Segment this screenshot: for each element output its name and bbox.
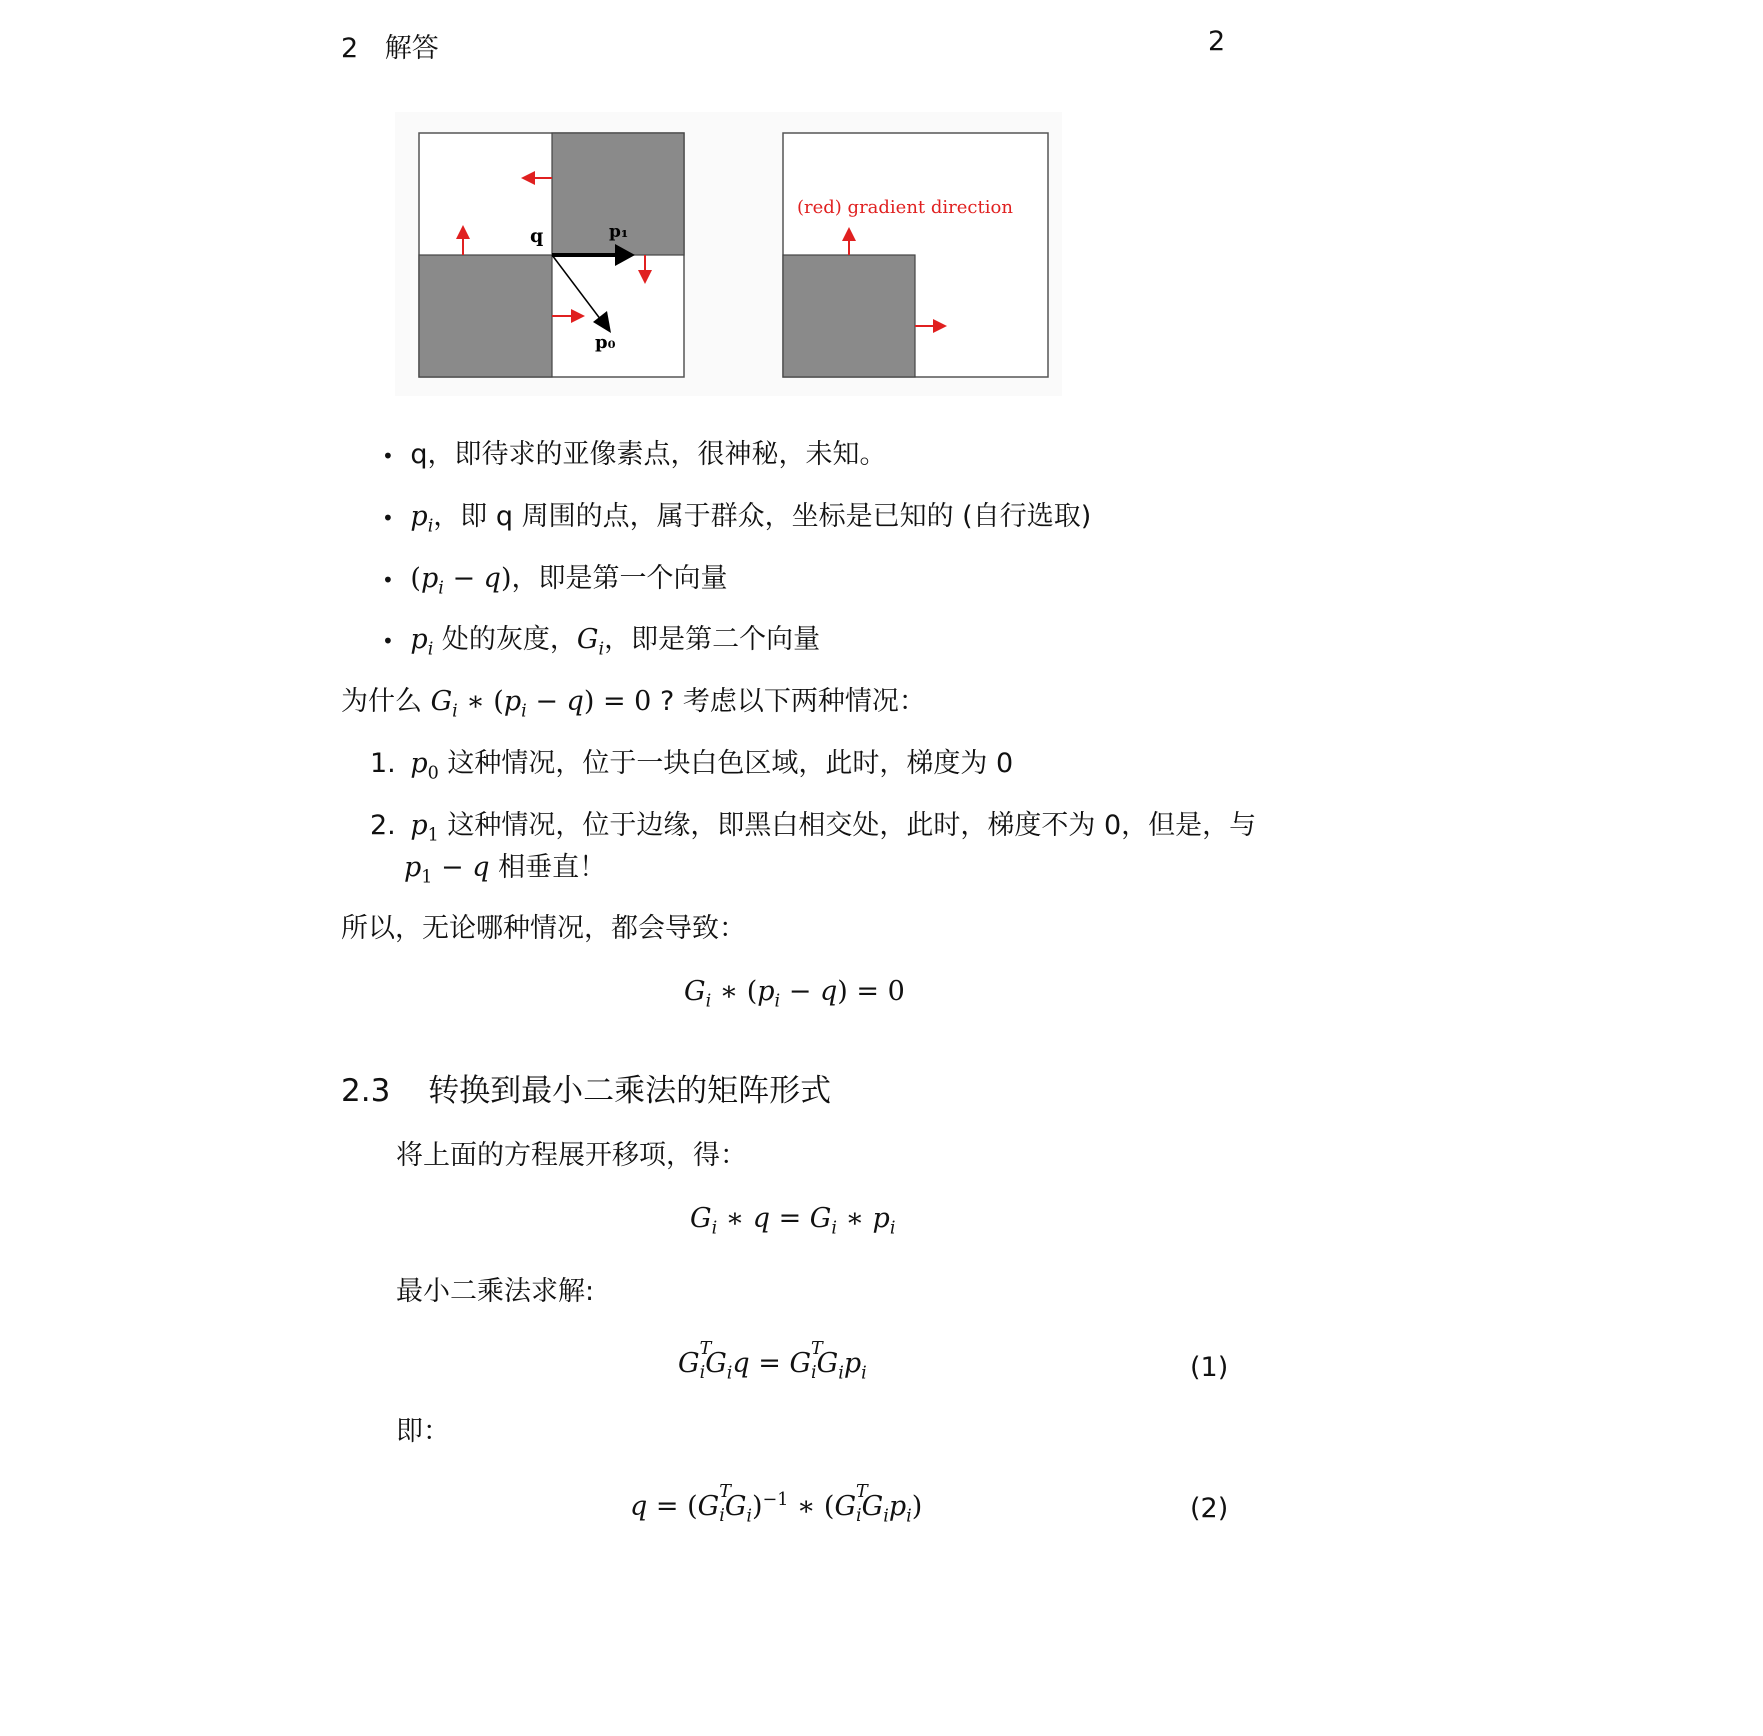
math-p1-minus-q: $p_1 - q$ — [404, 852, 490, 888]
bullet-text-b: ，即是第二个向量 — [604, 624, 821, 655]
section-heading — [341, 1065, 831, 1110]
gradient-figure-svg — [395, 112, 1062, 396]
gray-square-right — [783, 255, 915, 377]
case-text: 这种情况，位于一块白色区域，此时，梯度为 0 — [447, 748, 1014, 779]
math-p0: $p_0$ — [410, 748, 439, 784]
bullet-text: ，即 q 周围的点，属于群众，坐标是已知的 (自行选取) — [433, 501, 1092, 532]
page-number: 2 — [1208, 26, 1226, 57]
case-text: 这种情况，位于边缘，即黑白相交处，此时，梯度不为 0，但是，与 — [447, 810, 1257, 841]
bullet-dot: • — [382, 629, 394, 653]
bullet-dot: • — [382, 568, 394, 592]
gradient-figure — [395, 112, 1062, 396]
math-pi-minus-q: $(p_i - q)$ — [410, 563, 512, 599]
bullet-dot: • — [382, 444, 394, 468]
bullet-dot: • — [382, 506, 394, 530]
math-pi: $p_i$ — [410, 624, 434, 660]
why-suffix: ? 考虑以下两种情况： — [659, 686, 926, 717]
section-number: 2.3 — [341, 1073, 391, 1109]
running-header-section: 2 解答 — [341, 33, 439, 64]
bullet-text: q，即待求的亚像素点，很神秘，未知。 — [410, 439, 887, 470]
bullet-item-q — [382, 432, 887, 471]
bullet-text-a: 处的灰度， — [441, 624, 577, 655]
label-p0: p₀ — [595, 332, 616, 353]
equation-orthogonality: $G_i$ ∗ $(p_i - q) = 0$ — [684, 976, 905, 1012]
case-item-1 — [370, 741, 1013, 783]
case-item-2 — [370, 803, 1256, 845]
case-item-2-continued — [404, 845, 606, 887]
equation-1: G $_{T i}G_iq = G$ $_{T i}G_ip_i$ — [678, 1339, 867, 1384]
case-text-2: 相垂直！ — [498, 852, 607, 883]
section-title: 转换到最小二乘法的矩阵形式 — [428, 1073, 832, 1109]
bullet-item-pi — [382, 494, 1091, 536]
label-q: q — [530, 225, 544, 247]
bullet-text: ，即是第一个向量 — [511, 563, 728, 594]
case-number: 1. — [370, 748, 396, 779]
case-number: 2. — [370, 810, 396, 841]
expand-line: 将上面的方程展开移项，得： — [396, 1140, 747, 1171]
equation-2-number: (2) — [1190, 1493, 1229, 1524]
label-p1: p₁ — [609, 222, 629, 242]
equation-expanded: $G_i$ ∗ $q = G_i$ ∗ $p_i$ — [690, 1203, 896, 1239]
so-line: 所以，无论哪种情况，都会导致： — [341, 913, 746, 944]
math-gi-dot-eq: $G_i$ ∗ $(p_i - q) = 0$ — [430, 686, 652, 722]
lsq-line: 最小二乘法求解: — [396, 1276, 595, 1307]
gradient-annotation: (red) gradient direction — [797, 197, 1013, 218]
why-line — [341, 679, 926, 721]
math-pi: $p_i$ — [410, 501, 434, 537]
bullet-item-pi-minus-q — [382, 556, 727, 598]
ji-line: 即： — [396, 1416, 450, 1447]
gray-square-bottom-left — [419, 255, 552, 377]
equation-1-number: (1) — [1190, 1352, 1229, 1383]
bullet-item-gi — [382, 617, 820, 659]
equation-2: q = (G $_{T i}G_i)^{-1}$ ∗ (G $_{T i}G_ip_i$) — [630, 1482, 923, 1527]
math-gi: $G_i$ — [576, 624, 605, 660]
math-p1: $p_1$ — [410, 810, 439, 846]
why-prefix: 为什么 — [341, 686, 422, 717]
